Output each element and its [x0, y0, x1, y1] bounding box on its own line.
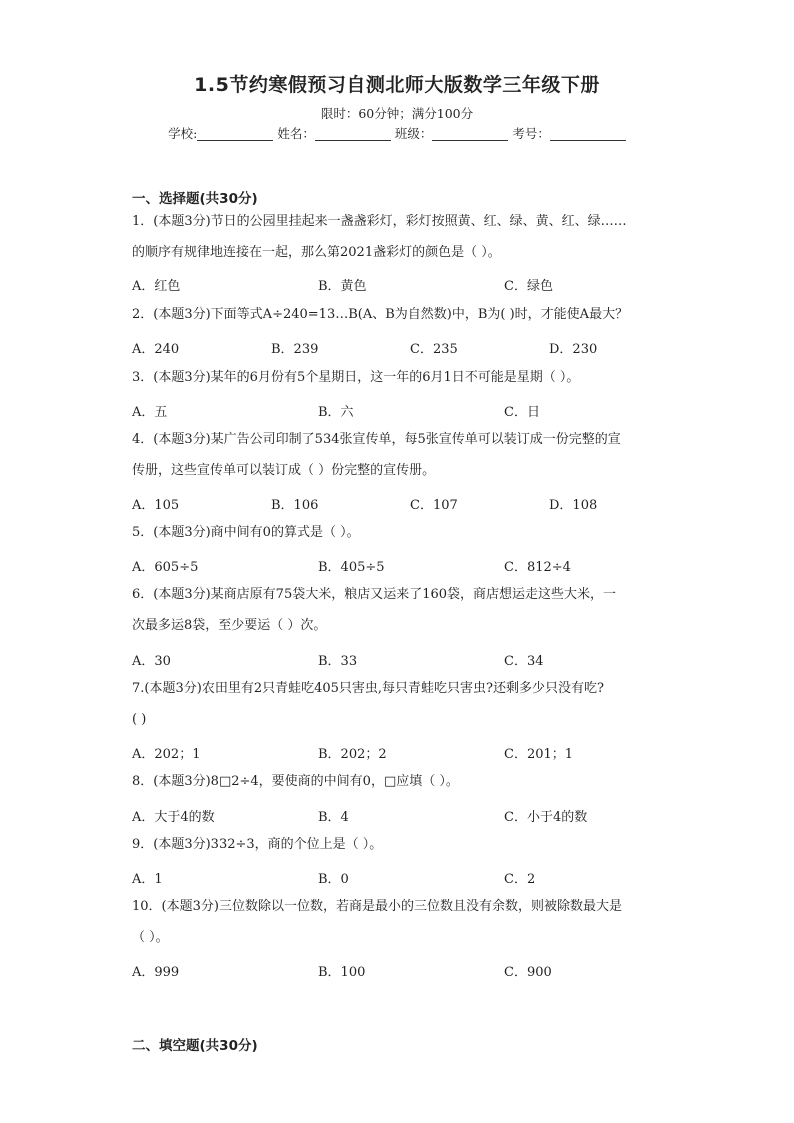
question-line: 7.(本题3分)农田里有2只青蛙吃405只害虫,每只青蛙吃只害虫?还剩多少只没有吃? — [132, 681, 604, 696]
question-line: ( ) — [132, 712, 147, 727]
name-blank — [315, 126, 391, 141]
question-9 — [132, 829, 662, 860]
question-7-options — [132, 743, 692, 763]
time-limit-text: 限时：60分钟；满分100分 — [320, 106, 474, 121]
option-a: A．605÷5 — [132, 560, 199, 575]
question-5 — [132, 517, 662, 548]
option-b: B．239 — [271, 342, 319, 357]
option-b: B．106 — [271, 498, 319, 513]
question-6 — [132, 579, 662, 641]
question-line: 6．(本题3分)某商店原有75袋大米，粮店又运来了160袋，商店想运走这些大米，一 — [132, 587, 617, 602]
option-c: C．201；1 — [504, 747, 574, 762]
question-3 — [132, 362, 662, 393]
exam-number-label: 考号： — [512, 126, 550, 141]
page-title: 1.5节约寒假预习自测北师大版数学三年级下册 — [194, 74, 600, 96]
question-6-options — [132, 650, 692, 670]
question-7 — [132, 673, 662, 735]
option-c: C．日 — [504, 405, 540, 420]
question-5-options — [132, 556, 692, 576]
name-label: 姓名： — [277, 126, 315, 141]
school-label: 学校: — [168, 126, 198, 141]
question-line: 4．(本题3分)某广告公司印制了534张宣传单，每5张宣传单可以装订成一份完整的宣 — [132, 432, 621, 447]
option-b: B．202；2 — [318, 747, 387, 762]
option-a: A．105 — [132, 498, 180, 513]
question-line: 5．(本题3分)商中间有0的算式是（ ）。 — [132, 525, 360, 540]
option-a: A．红色 — [132, 279, 181, 294]
option-b: B．0 — [318, 872, 349, 887]
option-b: B．4 — [318, 810, 349, 825]
question-line: 10．(本题3分)三位数除以一位数，若商是最小的三位数且没有余数，则被除数最大是 — [132, 899, 622, 914]
class-label: 班级： — [394, 126, 433, 141]
question-1-options — [132, 275, 692, 295]
question-8-options — [132, 806, 692, 826]
option-a: A．五 — [132, 405, 168, 420]
question-1 — [132, 206, 662, 268]
option-b: B．33 — [318, 654, 358, 669]
option-c: C．34 — [504, 654, 544, 669]
question-9-options — [132, 868, 692, 888]
option-c: C．2 — [504, 872, 536, 887]
question-3-options — [132, 401, 692, 421]
option-a: A．30 — [132, 654, 171, 669]
section-heading-multiple-choice: 一、选择题(共30分) — [132, 191, 258, 207]
option-c: C．107 — [410, 498, 458, 513]
question-line: 2．(本题3分)下面等式A÷240=13…B(A、B为自然数)中，B为( )时，才能使A最大？ — [132, 307, 629, 322]
student-info-row — [0, 124, 794, 142]
option-b: B．100 — [318, 965, 366, 980]
option-b: B．黄色 — [318, 279, 367, 294]
option-a: A．240 — [132, 342, 180, 357]
option-d: D．108 — [549, 498, 598, 513]
option-c: C．小于4的数 — [504, 810, 588, 825]
school-blank — [197, 126, 273, 141]
question-4-options — [132, 494, 692, 514]
option-c: C．绿色 — [504, 279, 553, 294]
option-c: C．900 — [504, 965, 552, 980]
question-4 — [132, 424, 662, 486]
question-line: 3．(本题3分)某年的6月份有5个星期日，这一年的6月1日不可能是星期（ ）。 — [132, 370, 580, 385]
question-line: 次最多运8袋，至少要运（ ）次。 — [132, 618, 327, 633]
question-line: 的顺序有规律地连接在一起，那么第2021盏彩灯的颜色是（ ）。 — [132, 245, 501, 260]
question-2-options — [132, 338, 692, 358]
question-line: 1．(本题3分)节日的公园里挂起来一盏盏彩灯，彩灯按照黄、红、绿、黄、红、绿…… — [132, 214, 627, 229]
option-b: B．六 — [318, 405, 354, 420]
question-line: 传册，这些宣传单可以装订成（ ）份完整的宣传册。 — [132, 463, 436, 478]
option-b: B．405÷5 — [318, 560, 385, 575]
exam-number-blank — [550, 126, 626, 141]
question-2 — [132, 299, 692, 330]
option-c: C．812÷4 — [504, 560, 571, 575]
question-line: 8．(本题3分)8□2÷4，要使商的中间有0，□应填（ ）。 — [132, 774, 459, 789]
option-c: C．235 — [410, 342, 458, 357]
question-10-options — [132, 961, 692, 981]
question-line: 9．(本题3分)332÷3，商的个位上是（ ）。 — [132, 837, 383, 852]
question-10 — [132, 891, 662, 953]
option-a: A．1 — [132, 872, 163, 887]
option-a: A．999 — [132, 965, 180, 980]
option-d: D．230 — [549, 342, 598, 357]
question-line: （ ）。 — [132, 930, 169, 945]
option-a: A．大于4的数 — [132, 810, 215, 825]
section-heading-fill-in: 二、填空题(共30分) — [132, 1038, 258, 1054]
class-blank — [432, 126, 508, 141]
option-a: A．202；1 — [132, 747, 201, 762]
question-8 — [132, 766, 662, 797]
